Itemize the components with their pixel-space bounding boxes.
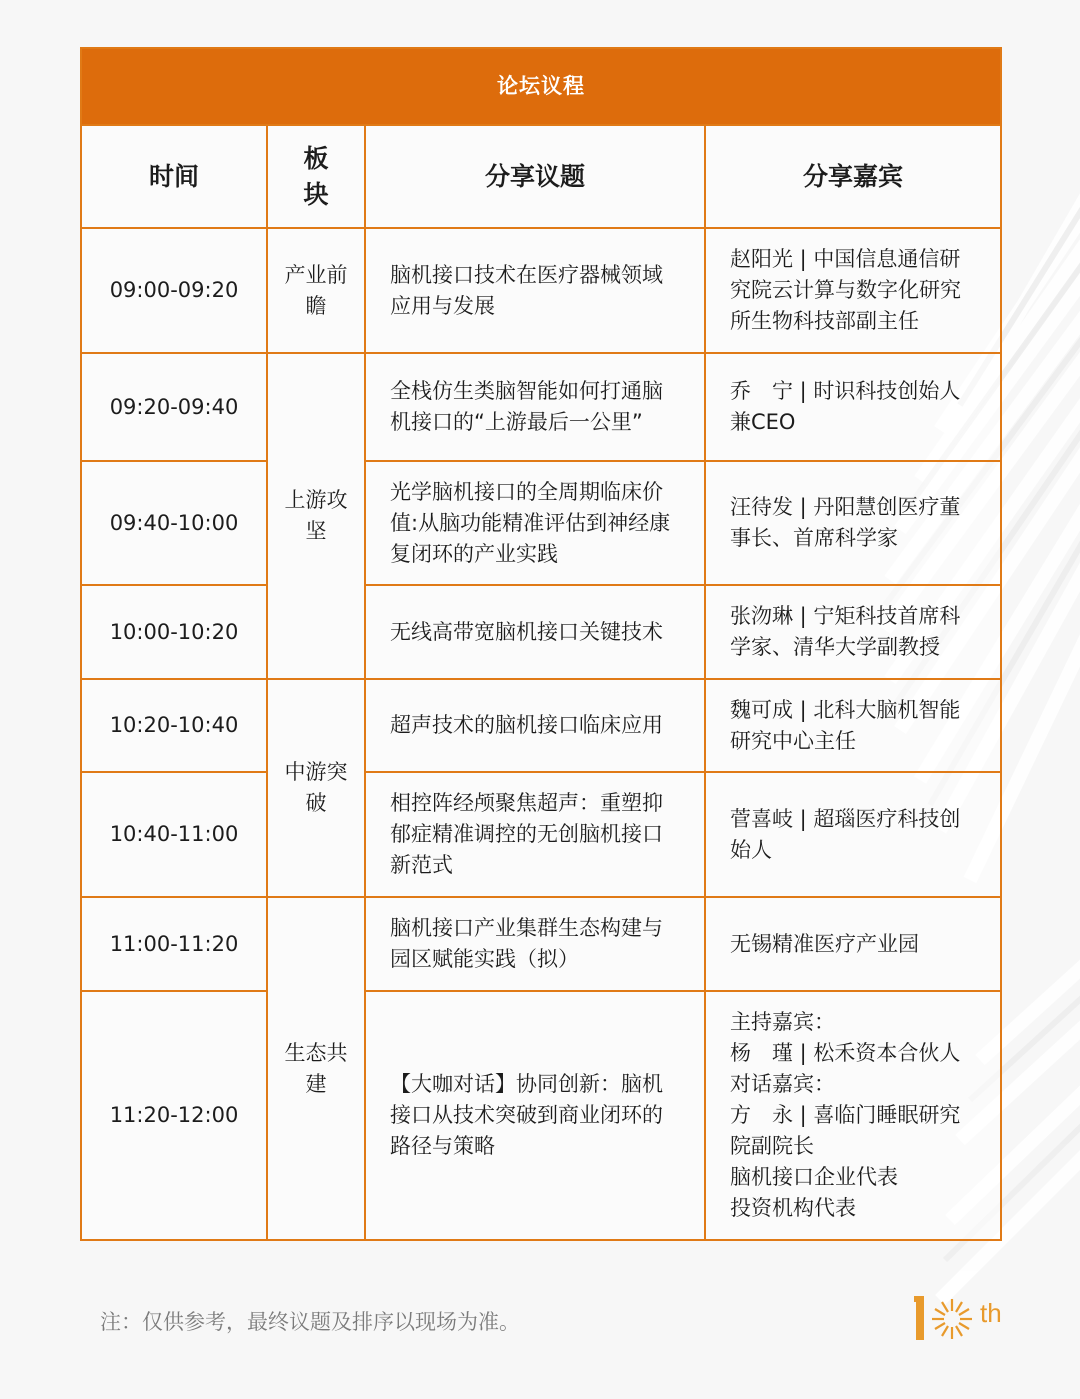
- topic-cell: 超声技术的脑机接口临床应用: [365, 679, 705, 772]
- header-time: 时间: [81, 125, 267, 228]
- guest-cell: 乔 宁 | 时识科技创始人兼CEO: [705, 353, 1001, 461]
- table-row: [81, 991, 1001, 1240]
- guest-cell: [705, 991, 1001, 1240]
- guest-cell: 汪待发 | 丹阳慧创医疗董事长、首席科学家: [705, 461, 1001, 585]
- table-row: [81, 353, 1001, 461]
- time-cell: 09:40-10:00: [81, 461, 267, 585]
- guest-cell: 魏可成 | 北科大脑机智能研究中心主任: [705, 679, 1001, 772]
- agenda-table: [80, 47, 1002, 1241]
- time-cell: 11:20-12:00: [81, 991, 267, 1240]
- topic-cell: 全栈仿生类脑智能如何打通脑机接口的“上游最后一公里”: [365, 353, 705, 461]
- topic-cell: 无线高带宽脑机接口关键技术: [365, 585, 705, 679]
- section-cell: 产业前瞻: [267, 228, 365, 353]
- topic-cell: 相控阵经颅聚焦超声：重塑抑郁症精准调控的无创脑机接口新范式: [365, 772, 705, 897]
- topic-cell: 脑机接口产业集群生态构建与园区赋能实践（拟）: [365, 897, 705, 991]
- time-cell: 11:00-11:20: [81, 897, 267, 991]
- header-guest: 分享嘉宾: [705, 125, 1001, 228]
- section-cell: 生态共建: [267, 897, 365, 1240]
- time-cell: 10:40-11:00: [81, 772, 267, 897]
- topic-cell: 【大咖对话】协同创新：脑机接口从技术突破到商业闭环的路径与策略: [365, 991, 705, 1240]
- time-cell: 10:20-10:40: [81, 679, 267, 772]
- guest-line: 杨 瑾 | 松禾资本合伙人: [730, 1041, 961, 1065]
- table-row: [81, 461, 1001, 585]
- guest-cell: 菅喜岐 | 超瑙医疗科技创始人: [705, 772, 1001, 897]
- table-title: 论坛议程: [81, 48, 1001, 125]
- header-section: 板块: [267, 125, 365, 228]
- footnote: 注：仅供参考，最终议题及排序以现场为准。: [100, 1310, 520, 1334]
- header-topic: 分享议题: [365, 125, 705, 228]
- table-row: [81, 228, 1001, 353]
- section-cell: 上游攻坚: [267, 353, 365, 679]
- table-row: [81, 679, 1001, 772]
- guest-line: 主持嘉宾：: [730, 1010, 835, 1034]
- guest-line: 对话嘉宾：: [730, 1072, 835, 1096]
- table-row: [81, 897, 1001, 991]
- time-cell: 09:20-09:40: [81, 353, 267, 461]
- topic-cell: 光学脑机接口的全周期临床价值:从脑功能精准评估到神经康复闭环的产业实践: [365, 461, 705, 585]
- logo-text: th: [980, 1298, 1002, 1328]
- tenth-anniversary-logo: [914, 1292, 1034, 1344]
- topic-cell: 脑机接口技术在医疗器械领域应用与发展: [365, 228, 705, 353]
- guest-line: 投资机构代表: [730, 1196, 856, 1220]
- time-cell: 09:00-09:20: [81, 228, 267, 353]
- guest-line: 脑机接口企业代表: [730, 1165, 898, 1189]
- guest-cell: 张沕琳 | 宁矩科技首席科学家、清华大学副教授: [705, 585, 1001, 679]
- guest-line: 方 永 | 喜临门睡眠研究院副院长: [730, 1103, 961, 1158]
- table-row: [81, 585, 1001, 679]
- guest-cell: 无锡精准医疗产业园: [705, 897, 1001, 991]
- section-cell: 中游突破: [267, 679, 365, 897]
- guest-cell: 赵阳光 | 中国信息通信研究院云计算与数字化研究所生物科技部副主任: [705, 228, 1001, 353]
- time-cell: 10:00-10:20: [81, 585, 267, 679]
- table-row: [81, 772, 1001, 897]
